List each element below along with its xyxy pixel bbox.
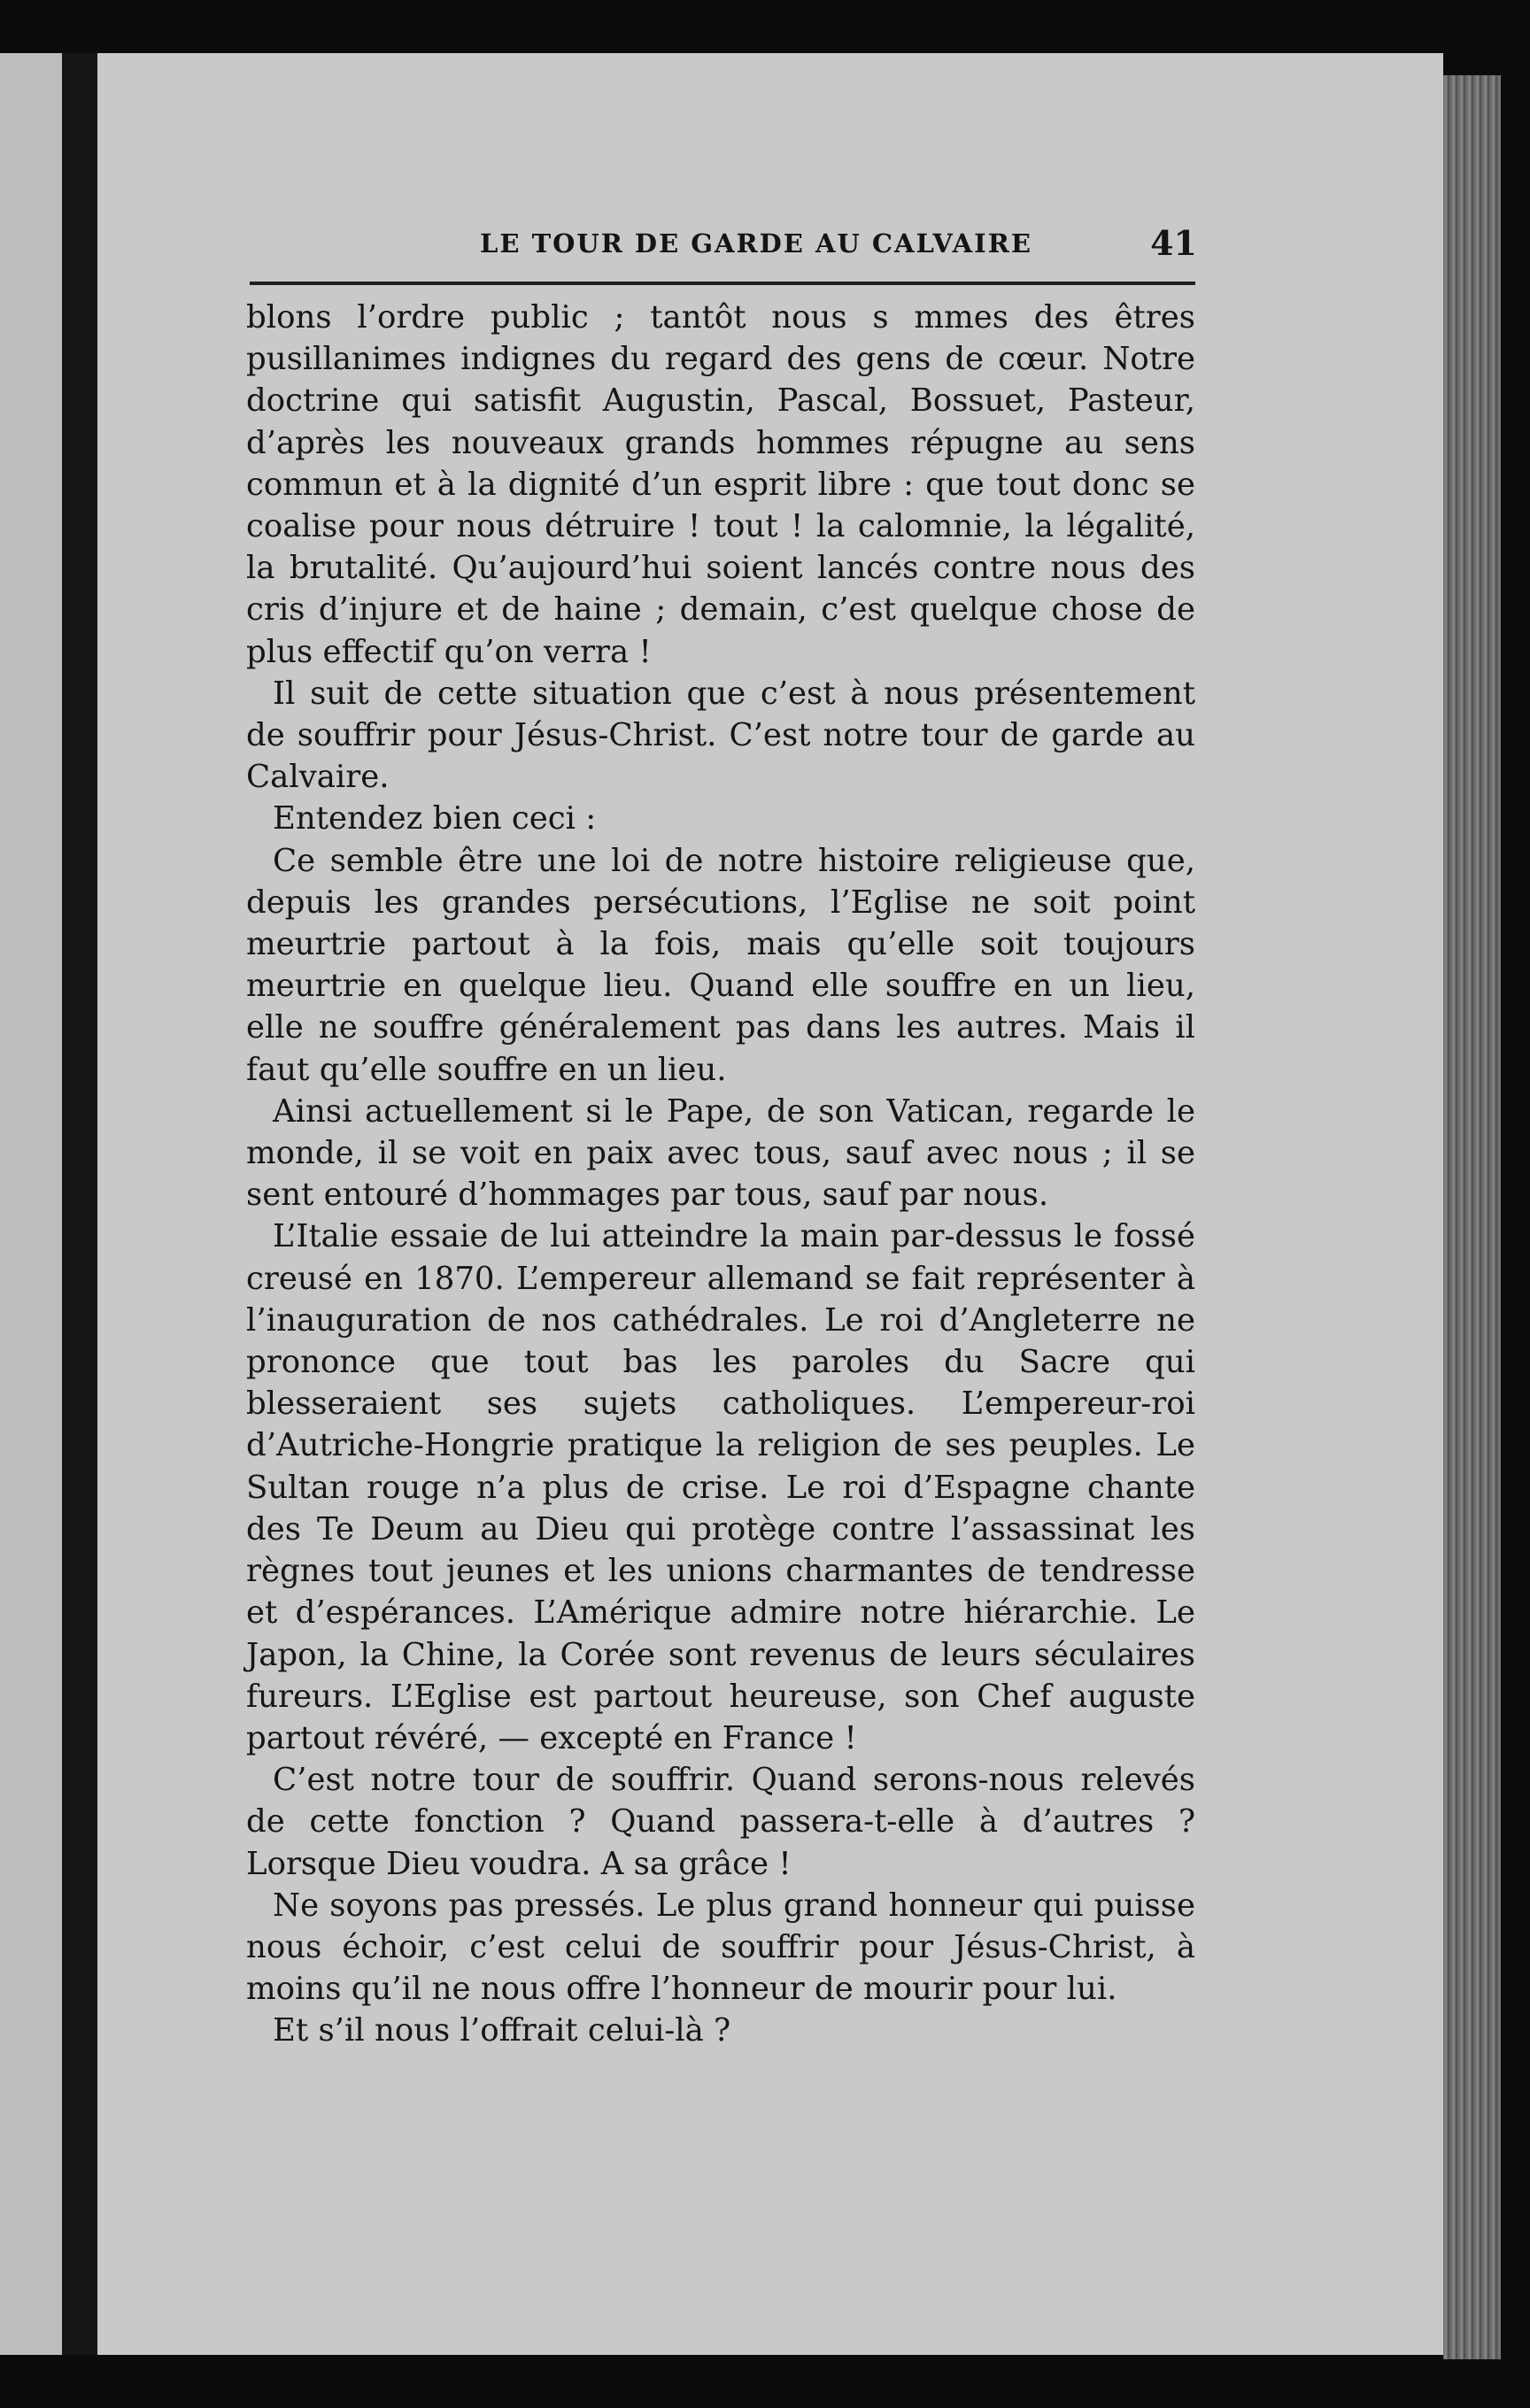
paragraph: Et s’il nous l’offrait celui-là ? bbox=[273, 2012, 731, 2049]
paragraph: Entendez bien ceci : bbox=[273, 800, 597, 837]
paragraph: Ainsi actuellement si le Pape, de son Vatican, regarde le monde, il se voit en paix avec tous, sauf avec nous ; il se sent entouré d’hommages par tous, sauf par nous. bbox=[246, 1092, 1195, 1214]
paragraph: blons l’ordre public ; tantôt nous s mmes des êtres pusillanimes indignes du regard des gens de cœur. Notre doctrine qui satisfit Augustin, Pascal, Bossuet, Pasteur, d’après les nouveaux grands hommes répugne au sens commun et à la dignité d’un esprit libre : que tout donc se coalise pour nous détruire ! tout ! la calomnie, la légalité, la brutalité. Qu’aujourd’hui soient lancés contre nous des cris d’injure et de haine ; demain, c’est quelque chose de plus effectif qu’on verra ! bbox=[246, 299, 1195, 670]
previous-page-strip bbox=[0, 53, 62, 2355]
header-rule bbox=[250, 282, 1195, 285]
paragraph: Ne soyons pas pressés. Le plus grand honneur qui puisse nous échoir, c’est celui de souffrir pour Jésus-Christ, à moins qu’il ne nous offre l’honneur de mourir pour lui. bbox=[246, 1887, 1195, 2008]
page-header bbox=[250, 223, 1197, 276]
paragraph: Ce semble être une loi de notre histoire religieuse que, depuis les grandes persécutions, l’Eglise ne soit point meurtrie partout à la fois, mais qu’elle soit toujours meurtrie en quelque lieu. Quand elle souffre en un lieu, elle ne souffre généralement pas dans les autres. Mais il faut qu’elle souffre en un lieu. bbox=[246, 842, 1195, 1088]
body-text bbox=[246, 297, 1195, 2052]
page-edges bbox=[1443, 75, 1501, 2359]
paragraph: C’est notre tour de souffrir. Quand serons-nous relevés de cette fonction ? Quand passera-t-elle à d’autres ? Lorsque Dieu voudra. A sa grâce ! bbox=[246, 1762, 1195, 1882]
gutter-shadow bbox=[62, 53, 97, 2355]
paragraph: Il suit de cette situation que c’est à nous présentement de souffrir pour Jésus-Christ. C’est notre tour de garde au Calvaire. bbox=[246, 675, 1195, 796]
running-title: LE TOUR DE GARDE AU CALVAIRE bbox=[480, 228, 1032, 259]
page-number: 41 bbox=[1150, 223, 1197, 263]
paragraph: L’Italie essaie de lui atteindre la main par-dessus le fossé creusé en 1870. L’empereur allemand se fait représenter à l’inauguration de nos cathédrales. Le roi d’Angleterre ne prononce que tout bas les paroles du Sacre qui blesseraient ses sujets catholiques. L’empereur-roi d’Autriche-Hongrie pratique la religion de ses peuples. Le Sultan rouge n’a plus de crise. Le roi d’Espagne chante des Te Deum au Dieu qui protège contre l’assassinat les règnes tout jeunes et les unions charmantes de tendresse et d’espérances. L’Amérique admire notre hiérarchie. Le Japon, la Chine, la Corée sont revenus de leurs séculaires fureurs. L’Eglise est partout heureuse, son Chef auguste partout révéré, — excepté en France ! bbox=[246, 1218, 1195, 1756]
